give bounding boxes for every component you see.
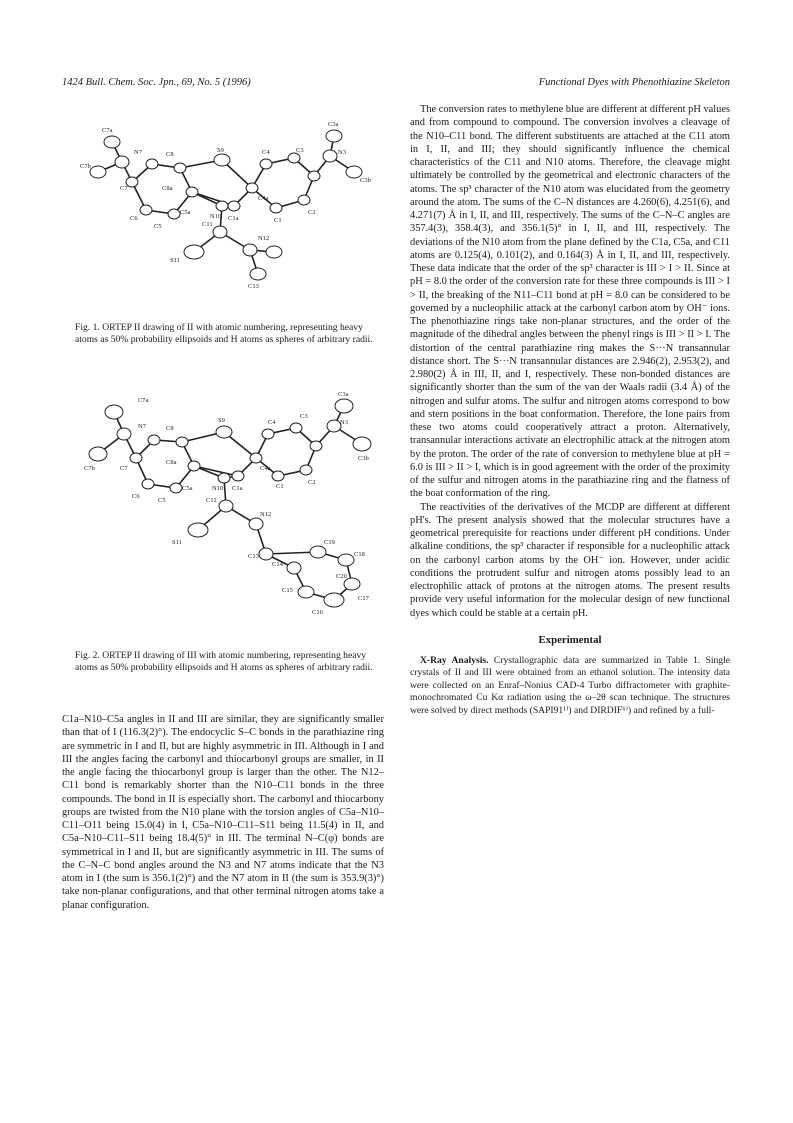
svg-text:C2: C2 (308, 479, 316, 486)
svg-text:C3: C3 (300, 413, 308, 420)
svg-text:S9: S9 (217, 147, 224, 154)
svg-text:C3: C3 (296, 147, 304, 154)
svg-text:C11: C11 (206, 497, 217, 504)
figure-2 (62, 378, 384, 640)
svg-text:C7: C7 (120, 465, 128, 472)
svg-text:C1: C1 (274, 217, 282, 224)
svg-text:C7a: C7a (138, 397, 149, 404)
svg-text:C1: C1 (276, 483, 284, 490)
svg-text:S11: S11 (170, 257, 180, 264)
svg-text:N3: N3 (340, 419, 348, 426)
svg-text:C17: C17 (358, 595, 369, 602)
svg-text:C7: C7 (120, 185, 128, 192)
header-right: Functional Dyes with Phenothiazine Skeleton (538, 77, 730, 88)
svg-text:N12: N12 (260, 511, 272, 518)
right-paragraph-1: The conversion rates to methylene blue are different at different pH values and from compound to compound. The conversion involves a cleavage of the N10–C11 bond. The different substituents are attached at the C11 atom in I, II, and III; they should significantly influence the chemical characteristics of the C11 and N10 atoms. Therefore, the cleavage might ultimately be controlled by the geometrical and electronic characters of the atoms. The sp³ character of the N10 atom was elucidated from the geometry around the atom. The sums of the C–N distances are 4.260(6), 4.251(6), and 4.271(7) Å in I, II, and III, respectively. The sums of the C–N–C angles are 357.4(3), 358.4(3), and 356.1(5)° in I, II, and III, respectively. The deviations of the N10 atom from the plane defined by the C1a, C5a, and C11 atoms are 0.125(4), 0.101(2), and 0.164(3) Å in I, II, and III, respectively. These data indicate that the order of the sp³ character is III > I > II. Since at pH = 8.0 the order of the conversion rate for these three compounds is III > I > II, the breaking of the N11–C11 bond at pH = 8.0 can be considered to be governed by a nucleophilic attack at the carbonyl carbon atom by OH⁻ ions. The phenothiazine rings take non-planar structures, and the order of the magnitude of the dihedral angles between the phenyl rings is III > II > I. The distortion of the central parathiazine ring makes the S···N transannular distance short. The S···N transannular distances are 2.946(2), 2.953(2), and 2.980(2) Å in III, II, and I, respectively. These non-bonded distances are significantly shorter than the sum of the van der Waals radii (3.4 Å) of the nitrogen and sulfur atoms. The sulfur and nitrogen atoms correspond to bow and stern positions in the boat conformation. Therefore, the lone pairs from these two atoms could cooperatively attract a proton. Alternatively, transannular interactions activate an electrophilic attack at the nitrogen atom by the proton. The order of the rate of conversion to methylene blue at pH = 6.0 is III > II > I, which is in good agreement with the order of the proximity of the sulfur and nitrogen atoms in the parathiazine ring and the flatness of the boat conformation of the ring. (410, 104, 730, 500)
svg-text:C3b: C3b (360, 177, 371, 184)
svg-text:C7b: C7b (84, 465, 95, 472)
svg-text:C16: C16 (312, 609, 323, 616)
svg-text:C13: C13 (248, 553, 259, 560)
svg-text:C20: C20 (336, 573, 347, 580)
svg-text:C7a: C7a (102, 127, 113, 134)
left-paragraph: C1a–N10–C5a angles in II and III are similar, they are significantly smaller than that of I (116.3(2)°). The endocyclic S–C bonds in the parathiazine ring are symmetric in I and II, but are highly asymmetric in III. Although in I and III the angles facing the carbonyl and thiocarbonyl groups are smaller, in II the angle facing the thiocarbonyl group is larger than the other. The N12–C11 bond is remarkably shorter than the N10–C11 bonds in the three compounds. The bond in II is especially short. The carbonyl and thiocarbony groups are twisted from the N10 plane with the torsion angles of C5a–N10–C11–O11 being 15.0(4) in I, C5a–N10–C11–S11 being 11.5(4) in II, and C5a–N10–C11–S11 being 18.4(5)° in III. The terminal N–C(φ) bonds are symmetrical in I and II, but are significantly asymmetric in III. The sums of the C–N–C bond angles around the N3 and N7 atoms indicate that the N3 atom in I (the sum is 356.1(2)°) and the N7 atom in II (the sum is 353.9(3)°) take non-planar configurations, and that other terminal nitrogen atoms take a planar configuration. (62, 714, 384, 911)
svg-text:N10: N10 (210, 213, 222, 220)
left-column-text (62, 713, 384, 912)
svg-text:C19: C19 (324, 539, 335, 546)
header-left: 1424 Bull. Chem. Soc. Jpn., 69, No. 5 (1996) (62, 77, 251, 88)
svg-text:C8: C8 (166, 425, 174, 432)
figure-1-caption: Fig. 1. ORTEP II drawing of II with atomic numbering, representing heavy atoms as 50% probability ellipsoids and H atoms as spheres of arbitrary radii. (75, 322, 373, 345)
svg-text:C2: C2 (308, 209, 316, 216)
svg-text:N10: N10 (212, 485, 224, 492)
svg-text:C8: C8 (166, 151, 174, 158)
right-column-text (410, 103, 730, 717)
svg-text:N7: N7 (134, 149, 142, 156)
svg-text:C1a: C1a (228, 215, 239, 222)
figure-1 (62, 102, 384, 314)
svg-text:C5: C5 (154, 223, 162, 230)
experimental-paragraph (410, 655, 730, 717)
right-paragraph-2: The reactivities of the derivatives of the MCDP are different at different pH's. The present analysis showed that the molecular structures have a geometrical prerequisite for reactions under different pH conditions. Under alkaline conditions, the sp³ character if responsible for a nucleophilic attack on the carbonyl carbon atoms by the OH⁻ ion. However, under acidic conditions the protrudent sulfur and nitrogen atoms possibly lead to an electrophilic attack of protons at the nitrogen atoms. The present results provide very useful information for the molecular design of new functional dyes which could be stable at a certain pH. (410, 501, 730, 619)
svg-text:C6: C6 (132, 493, 140, 500)
svg-text:C4: C4 (268, 419, 276, 426)
figure-2-caption: Fig. 2. ORTEP II drawing of III with atomic numbering, representing heavy atoms as 50% probability ellipsoids and H atoms as spheres of arbitrary radii. (75, 650, 373, 673)
svg-text:C4a: C4a (258, 195, 269, 202)
svg-text:C5a: C5a (182, 485, 193, 492)
ortep-drawing-1 (62, 102, 384, 314)
svg-text:N3: N3 (338, 149, 346, 156)
svg-text:C3a: C3a (328, 121, 339, 128)
svg-text:C15: C15 (282, 587, 293, 594)
svg-text:C13: C13 (248, 283, 259, 290)
svg-text:C11: C11 (202, 221, 213, 228)
svg-text:S11: S11 (172, 539, 182, 546)
svg-text:C14: C14 (272, 561, 283, 568)
xray-runin-heading: X-Ray Analysis. (420, 655, 489, 666)
ortep-drawing-2 (62, 378, 384, 640)
svg-text:C18: C18 (354, 551, 365, 558)
svg-text:C6: C6 (130, 215, 138, 222)
svg-text:C8a: C8a (166, 459, 177, 466)
svg-text:C7b: C7b (80, 163, 91, 170)
experimental-heading: Experimental (538, 633, 602, 646)
svg-text:C5a: C5a (180, 209, 191, 216)
svg-text:N7: N7 (138, 423, 146, 430)
xray-text: Crystallographic data are summarized in Table 1. Single crystals of II and III were obtained from an ethanol solution. The intensity data were collected on an Enraf–Nonius CAD-4 Turbo diffractometer with graphite-monochromated Cu Kα radiation using the ω–2θ scan technique. The structures were solved by direct methods (SAPI91¹⁾) and DIRDIF⁶⁾) and refined by a full- (410, 655, 731, 716)
svg-text:C3a: C3a (338, 391, 349, 398)
svg-text:C4: C4 (262, 149, 270, 156)
svg-text:C3b: C3b (358, 455, 369, 462)
svg-text:C1a: C1a (232, 485, 243, 492)
svg-text:C5: C5 (158, 497, 166, 504)
svg-text:S9: S9 (218, 417, 225, 424)
svg-text:C8a: C8a (162, 185, 173, 192)
svg-text:C4a: C4a (260, 465, 271, 472)
svg-text:N12: N12 (258, 235, 270, 242)
